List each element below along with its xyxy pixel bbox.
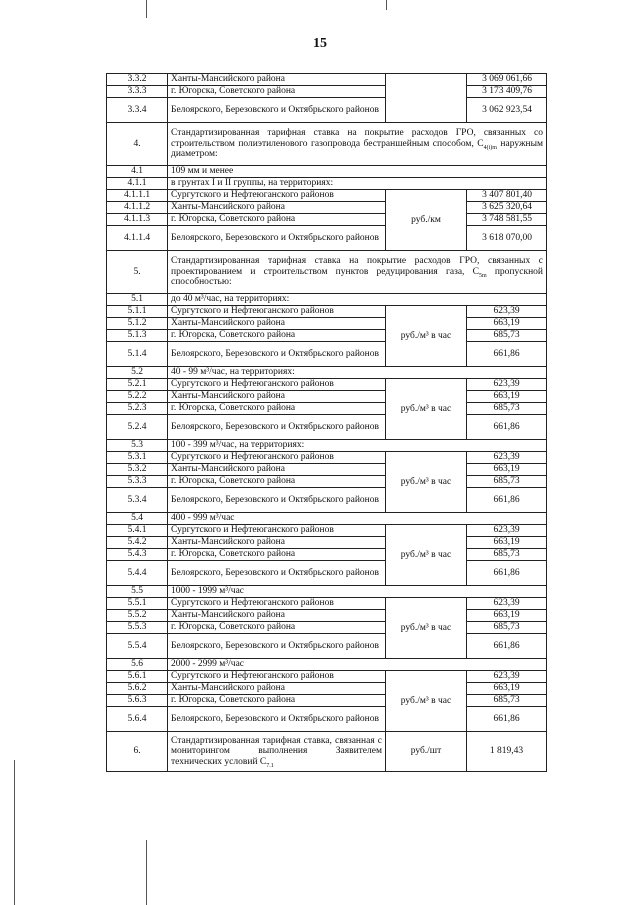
- row-text: Белоярского, Березовского и Октябрьского районов: [168, 415, 386, 440]
- table-row: [107, 732, 547, 772]
- table-row: [107, 166, 547, 178]
- row-value: 623,39: [467, 598, 547, 610]
- row-number: 5.5.2: [107, 610, 168, 622]
- row-number: 5.2: [107, 367, 168, 379]
- row-value: 623,39: [467, 452, 547, 464]
- row-value: 623,39: [467, 379, 547, 391]
- row-number: 5.3.2: [107, 464, 168, 476]
- page-number: 15: [313, 36, 327, 51]
- row-number: 5.2.3: [107, 403, 168, 415]
- row-number: 5.3.4: [107, 488, 168, 513]
- scan-mark-bottom: [146, 840, 147, 905]
- table-row: [107, 367, 547, 379]
- row-text: г. Югорска, Советского района: [168, 214, 386, 226]
- table-row: [107, 513, 547, 525]
- row-number: 5.3: [107, 440, 168, 452]
- row-value: 623,39: [467, 525, 547, 537]
- row-number: 5.6.1: [107, 671, 168, 683]
- section-heading: Стандартизированная тарифная ставка на покрытие расходов ГРО, связанных с проектированием и строительством пунктов редуцирования газа, $С_{5m}$ пропускной способностью:: [168, 251, 547, 294]
- row-text: Белоярского, Березовского и Октябрьского районов: [168, 561, 386, 586]
- row-number: 5.1: [107, 294, 168, 306]
- row-text: Сургутского и Нефтеюганского районов: [168, 306, 386, 318]
- row-number: 5.5: [107, 586, 168, 598]
- row-value: 661,86: [467, 415, 547, 440]
- unit-cell: руб./м³ в час: [386, 306, 467, 367]
- row-value: 663,19: [467, 537, 547, 549]
- row-value: 685,73: [467, 476, 547, 488]
- row-text: Ханты-Мансийского района: [168, 464, 386, 476]
- table-row: [107, 214, 547, 226]
- row-text: Белоярского, Березовского и Октябрьского районов: [168, 226, 386, 251]
- row-text: Сургутского и Нефтеюганского районов: [168, 190, 386, 202]
- table-row: [107, 318, 547, 330]
- row-value: 661,86: [467, 488, 547, 513]
- section-heading: Стандартизированная тарифная ставка на покрытие расходов ГРО, связанных со строительством полиэтиленового газопровода бестраншейным способом, $С_{4(i)m}$ наружным диаметром:: [168, 123, 547, 166]
- row-number: 5.3.3: [107, 476, 168, 488]
- row-number: 5.5.1: [107, 598, 168, 610]
- row-text: Ханты-Мансийского района: [168, 391, 386, 403]
- row-value: 685,73: [467, 622, 547, 634]
- row-text: до 40 м³/час, на территориях:: [168, 294, 547, 306]
- row-text: Сургутского и Нефтеюганского районов: [168, 452, 386, 464]
- row-value: 3 618 070,00: [467, 226, 547, 251]
- row-number: 5.6: [107, 659, 168, 671]
- row-number: 4.1.1.2: [107, 202, 168, 214]
- row-value: 3 062 923,54: [467, 98, 547, 123]
- unit-cell-empty: [386, 74, 467, 123]
- unit-cell: руб./м³ в час: [386, 598, 467, 659]
- row-text: Ханты-Мансийского района: [168, 318, 386, 330]
- row-text: 1000 - 1999 м³/час: [168, 586, 547, 598]
- row-value: 3 173 409,76: [467, 86, 547, 98]
- row-number: 5.6.4: [107, 707, 168, 732]
- row-value: 623,39: [467, 671, 547, 683]
- table-row: [107, 683, 547, 695]
- row-number: 5.5.4: [107, 634, 168, 659]
- table-row: [107, 330, 547, 342]
- row-value: 663,19: [467, 683, 547, 695]
- row-number: 5.2.2: [107, 391, 168, 403]
- table-row: [107, 415, 547, 440]
- table-row: [107, 695, 547, 707]
- unit-cell: руб./шт: [386, 732, 467, 772]
- row-text: Ханты-Мансийского района: [168, 610, 386, 622]
- row-number: 5.1.4: [107, 342, 168, 367]
- table-row: [107, 226, 547, 251]
- table-row: [107, 452, 547, 464]
- table-row: [107, 476, 547, 488]
- row-number: 5.4.2: [107, 537, 168, 549]
- row-text: в грунтах I и II группы, на территориях:: [168, 178, 547, 190]
- table-row: [107, 123, 547, 166]
- table-row: [107, 561, 547, 586]
- row-text: Сургутского и Нефтеюганского районов: [168, 671, 386, 683]
- table-row: [107, 251, 547, 294]
- row-value: 623,39: [467, 306, 547, 318]
- row-text: Ханты-Мансийского района: [168, 537, 386, 549]
- row-number: 5.4.3: [107, 549, 168, 561]
- row-number: 4.1.1: [107, 178, 168, 190]
- row-value: 661,86: [467, 707, 547, 732]
- table-row: [107, 403, 547, 415]
- row-number: 5.5.3: [107, 622, 168, 634]
- row-value: 685,73: [467, 330, 547, 342]
- row-value: 685,73: [467, 549, 547, 561]
- row-value: 663,19: [467, 610, 547, 622]
- row-value: 1 819,43: [467, 732, 547, 772]
- table-row: [107, 86, 547, 98]
- unit-cell: руб./км: [386, 190, 467, 251]
- row-text: Ханты-Мансийского района: [168, 74, 386, 86]
- table-row: [107, 440, 547, 452]
- row-value: 685,73: [467, 695, 547, 707]
- row-number: 3.3.2: [107, 74, 168, 86]
- table-row: [107, 537, 547, 549]
- table-row: [107, 707, 547, 732]
- row-number: 5.4: [107, 513, 168, 525]
- row-text: г. Югорска, Советского района: [168, 622, 386, 634]
- table-row: [107, 598, 547, 610]
- row-text: 109 мм и менее: [168, 166, 547, 178]
- unit-cell: руб./м³ в час: [386, 379, 467, 440]
- row-value: 661,86: [467, 561, 547, 586]
- table-row: [107, 610, 547, 622]
- table-row: [107, 525, 547, 537]
- row-text: Белоярского, Березовского и Октябрьского районов: [168, 488, 386, 513]
- row-number: 4.1.1.3: [107, 214, 168, 226]
- row-number: 3.3.4: [107, 98, 168, 123]
- row-value: 663,19: [467, 391, 547, 403]
- row-number: 5.6.3: [107, 695, 168, 707]
- row-value: 3 748 581,55: [467, 214, 547, 226]
- table-row: [107, 74, 547, 86]
- row-text: Ханты-Мансийского района: [168, 202, 386, 214]
- table-row: [107, 202, 547, 214]
- row-number: 5.1.1: [107, 306, 168, 318]
- row-text: Белоярского, Березовского и Октябрьского районов: [168, 342, 386, 367]
- row-value: 3 069 061,66: [467, 74, 547, 86]
- row-number: 5.6.2: [107, 683, 168, 695]
- table-row: [107, 294, 547, 306]
- row-number: 5.2.1: [107, 379, 168, 391]
- row-text: Сургутского и Нефтеюганского районов: [168, 379, 386, 391]
- table-row: [107, 391, 547, 403]
- row-value: 663,19: [467, 464, 547, 476]
- row-number: 5.3.1: [107, 452, 168, 464]
- row-text: г. Югорска, Советского района: [168, 476, 386, 488]
- table-row: [107, 634, 547, 659]
- table-row: [107, 488, 547, 513]
- row-text: Белоярского, Березовского и Октябрьского районов: [168, 707, 386, 732]
- table-row: [107, 659, 547, 671]
- row-number: 5.1.3: [107, 330, 168, 342]
- scan-mark-left: [14, 760, 15, 905]
- row-text: Белоярского, Березовского и Октябрьского районов: [168, 98, 386, 123]
- table-row: [107, 549, 547, 561]
- row-number: 5.4.1: [107, 525, 168, 537]
- row-value: 3 407 801,40: [467, 190, 547, 202]
- row-text: г. Югорска, Советского района: [168, 695, 386, 707]
- row-number: 5.1.2: [107, 318, 168, 330]
- row-number: 4.1: [107, 166, 168, 178]
- table-row: [107, 464, 547, 476]
- table-row: [107, 306, 547, 318]
- row-text: г. Югорска, Советского района: [168, 549, 386, 561]
- unit-cell: руб./м³ в час: [386, 671, 467, 732]
- row-text: г. Югорска, Советского района: [168, 86, 386, 98]
- scan-mark-top: [146, 0, 147, 18]
- row-text: г. Югорска, Советского района: [168, 403, 386, 415]
- row-text: Стандартизированная тарифная ставка, связанная с мониторингом выполнения Заявителем технических условий $С_{7.1}$: [168, 732, 386, 772]
- row-value: 663,19: [467, 318, 547, 330]
- row-number: 4.: [107, 123, 168, 166]
- table-row: [107, 190, 547, 202]
- row-text: Сургутского и Нефтеюганского районов: [168, 525, 386, 537]
- row-value: 3 625 320,64: [467, 202, 547, 214]
- row-text: 40 - 99 м³/час, на территориях:: [168, 367, 547, 379]
- row-text: Ханты-Мансийского района: [168, 683, 386, 695]
- table-row: [107, 342, 547, 367]
- row-text: 100 - 399 м³/час, на территориях:: [168, 440, 547, 452]
- row-number: 4.1.1.4: [107, 226, 168, 251]
- row-number: 5.4.4: [107, 561, 168, 586]
- unit-cell: руб./м³ в час: [386, 452, 467, 513]
- tariff-table: [106, 73, 547, 772]
- row-value: 661,86: [467, 634, 547, 659]
- table-row: [107, 586, 547, 598]
- row-text: г. Югорска, Советского района: [168, 330, 386, 342]
- row-value: 685,73: [467, 403, 547, 415]
- scan-mark-top-right: [386, 0, 387, 10]
- row-number: 4.1.1.1: [107, 190, 168, 202]
- row-number: 3.3.3: [107, 86, 168, 98]
- row-value: 661,86: [467, 342, 547, 367]
- row-text: Сургутского и Нефтеюганского районов: [168, 598, 386, 610]
- unit-cell: руб./м³ в час: [386, 525, 467, 586]
- row-text: 400 - 999 м³/час: [168, 513, 547, 525]
- table-row: [107, 379, 547, 391]
- row-text: 2000 - 2999 м³/час: [168, 659, 547, 671]
- row-number: 5.: [107, 251, 168, 294]
- row-number: 5.2.4: [107, 415, 168, 440]
- table-row: [107, 671, 547, 683]
- row-text: Белоярского, Березовского и Октябрьского районов: [168, 634, 386, 659]
- table-row: [107, 622, 547, 634]
- table-row: [107, 178, 547, 190]
- row-number: 6.: [107, 732, 168, 772]
- table-row: [107, 98, 547, 123]
